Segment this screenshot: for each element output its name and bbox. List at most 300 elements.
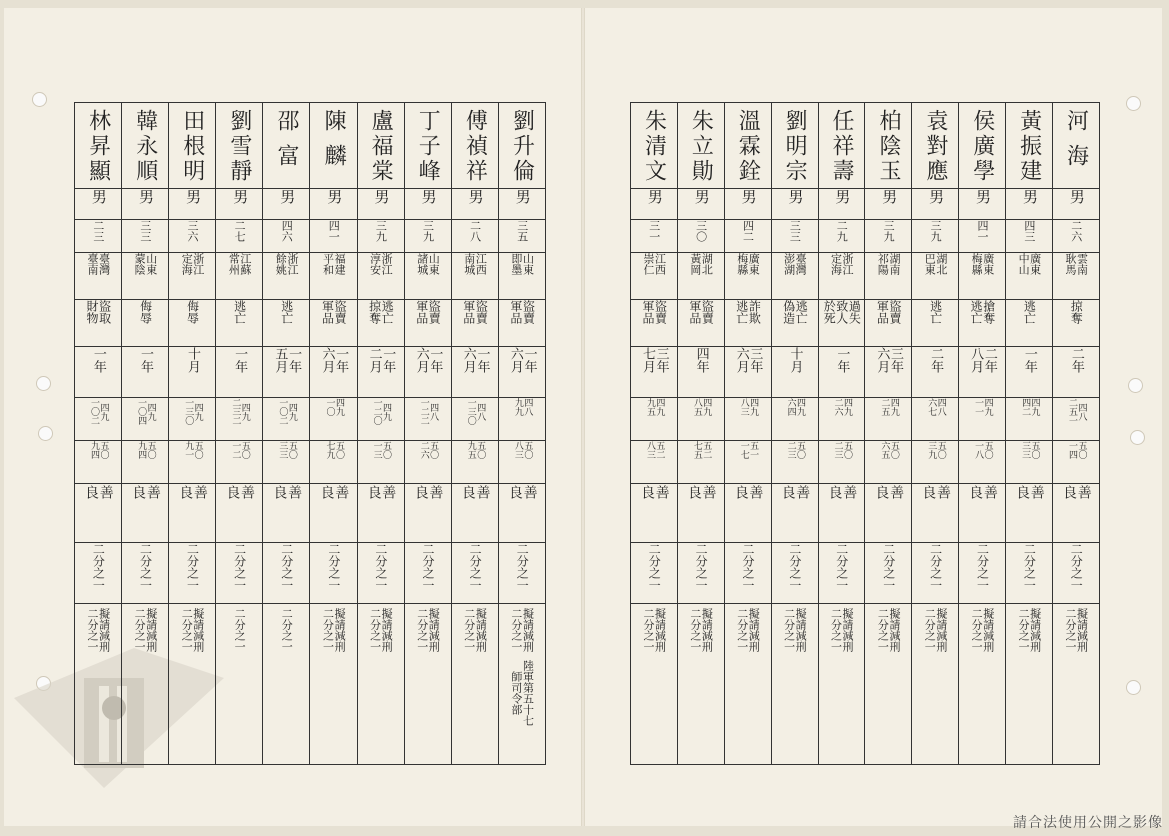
sex-text: 男 (466, 189, 485, 204)
sex-text: 男 (927, 189, 946, 204)
sex-text: 男 (184, 189, 203, 204)
note-text: 擬請減刑 二分之一 (509, 608, 535, 652)
cell-name (404, 103, 451, 189)
sex-text: 男 (372, 189, 391, 204)
binding-hole (1126, 96, 1141, 111)
note-text: 擬請減刑 二分之一 (321, 608, 347, 652)
cell-date1 (865, 398, 912, 441)
row-date2 (631, 441, 1100, 484)
sentence-text: 一年 (137, 347, 153, 373)
binding-hole (36, 376, 51, 391)
crime-text: 盜賣 軍品 (640, 300, 668, 324)
reduction-text: 二分之一 (468, 543, 483, 591)
cell-conduct (771, 484, 818, 543)
note-text: 擬請減刑 二分之一 (133, 608, 158, 652)
note-text: 擬請減刑 二分之一 (641, 608, 667, 652)
note-text: 擬請減刑 二分之一 (462, 608, 488, 652)
cell-note (771, 604, 818, 765)
cell-date1 (771, 398, 818, 441)
cell-date1 (1006, 398, 1053, 441)
cell-place (122, 253, 169, 300)
date1-text: 四九 一〇二 (277, 398, 297, 425)
crime-text: 逃亡 偽造 (781, 300, 809, 324)
cell-date1 (912, 398, 959, 441)
cell-place (1053, 253, 1100, 300)
cell-place (216, 253, 263, 300)
sex-text: 男 (513, 189, 532, 204)
cell-note (865, 604, 912, 765)
date2-text: 五〇 二三 (832, 441, 852, 459)
sentence-text: 一年 (834, 347, 850, 373)
place-text: 福建 平和 (321, 253, 347, 275)
cell-sex (263, 189, 310, 220)
cell-reduction (498, 543, 545, 604)
cell-sentence (216, 347, 263, 398)
name-text: 溫霖銓 (735, 109, 761, 184)
cell-conduct (263, 484, 310, 543)
cell-place (310, 253, 357, 300)
cell-crime (451, 300, 498, 347)
place-text: 山東 即墨 (509, 253, 535, 275)
cell-date1 (818, 398, 865, 441)
cell-age (631, 220, 678, 253)
cell-sentence (122, 347, 169, 398)
cell-age (724, 220, 771, 253)
date1-text: 四八 六七 (926, 398, 946, 416)
cell-conduct (631, 484, 678, 543)
age-text: 三九 (882, 220, 896, 242)
date2-text: 五〇 六五 (879, 441, 899, 459)
conduct-text: 善 良 (318, 485, 350, 499)
place-text: 湖北 黃岡 (688, 253, 714, 275)
conduct-text: 善 良 (967, 485, 998, 499)
date1-text: 四八 一三〇 (465, 398, 486, 425)
date2-text: 五〇 三三 (277, 441, 297, 459)
note-text: 擬請減刑 二分之一 (688, 608, 714, 652)
reduction-text: 二分之一 (1022, 543, 1037, 591)
cell-place (75, 253, 122, 300)
date1-text: 四九 四二 (1020, 398, 1040, 416)
reduction-text: 二分之一 (138, 543, 153, 591)
place-text: 浙江 淳安 (368, 253, 394, 275)
note-text: 擬請減刑 二分之一 (782, 608, 808, 652)
name-text: 陳 麟 (321, 109, 347, 169)
cell-place (724, 253, 771, 300)
place-text: 雲南 耿馬 (1064, 253, 1089, 275)
cell-crime (1006, 300, 1053, 347)
cell-name (216, 103, 263, 189)
crime-text: 掠奪 (1069, 300, 1084, 324)
cell-name (818, 103, 865, 189)
conduct-text: 善 良 (732, 485, 764, 499)
conduct-text: 善 良 (685, 485, 717, 499)
crime-text: 盜賣 軍品 (414, 300, 442, 324)
cell-conduct (724, 484, 771, 543)
age-text: 三三 (788, 220, 802, 242)
conduct-text: 善 良 (224, 485, 256, 499)
cell-age (912, 220, 959, 253)
reduction-text: 二分之一 (928, 543, 943, 591)
name-text: 傅禎祥 (462, 109, 488, 184)
row-conduct (631, 484, 1100, 543)
cell-date2 (771, 441, 818, 484)
cell-note (216, 604, 263, 765)
cell-date1 (724, 398, 771, 441)
cell-note (631, 604, 678, 765)
cell-note (1006, 604, 1053, 765)
cell-place (357, 253, 404, 300)
cell-reduction (216, 543, 263, 604)
row-crime (631, 300, 1100, 347)
cell-sex (865, 189, 912, 220)
cell-date2 (357, 441, 404, 484)
cell-crime (912, 300, 959, 347)
sentence-text: 二年 (1068, 347, 1084, 373)
conduct-text: 善 良 (779, 485, 811, 499)
crime-text: 逃亡 (928, 300, 943, 324)
place-text: 浙江 餘姚 (274, 253, 299, 275)
cell-date1 (404, 398, 451, 441)
cell-crime (498, 300, 545, 347)
date2-text: 五〇 一二 (230, 441, 250, 459)
row-date1 (75, 398, 546, 441)
name-text: 劉明宗 (782, 109, 808, 184)
row-age (75, 220, 546, 253)
cell-sentence (169, 347, 216, 398)
conduct-text: 善 良 (130, 485, 161, 499)
cell-age (404, 220, 451, 253)
cell-date1 (169, 398, 216, 441)
place-text: 山東 諸城 (415, 253, 441, 275)
row-conduct (75, 484, 546, 543)
sentence-text: 十月 (787, 347, 803, 373)
reduction-text: 二分之一 (421, 543, 435, 591)
place-text: 廣東 梅縣 (970, 253, 995, 275)
date2-text: 五〇 八三 (512, 441, 533, 459)
place-text: 浙江 定海 (829, 253, 855, 275)
cell-date1 (310, 398, 357, 441)
cell-name (451, 103, 498, 189)
cell-reduction (818, 543, 865, 604)
age-text: 三一 (647, 220, 661, 242)
cell-sex (1006, 189, 1053, 220)
cell-date2 (404, 441, 451, 484)
cell-conduct (404, 484, 451, 543)
name-text: 黃振建 (1016, 109, 1042, 184)
date1-text: 四九 八三 (738, 398, 759, 416)
cell-sex (771, 189, 818, 220)
cell-note (451, 604, 498, 765)
cell-conduct (122, 484, 169, 543)
cell-date1 (959, 398, 1006, 441)
row-place (631, 253, 1100, 300)
cell-reduction (677, 543, 724, 604)
cell-crime (169, 300, 216, 347)
cell-sentence (724, 347, 771, 398)
cell-date2 (865, 441, 912, 484)
crime-text: 侮辱 (138, 300, 153, 324)
age-text: 三九 (929, 220, 943, 242)
note-text: 擬請減刑 二分之一 (1017, 608, 1042, 652)
conduct-text: 善 良 (920, 485, 951, 499)
note-text: 擬請減刑 二分之一 (415, 608, 441, 652)
cell-date2 (818, 441, 865, 484)
cell-name (263, 103, 310, 189)
cell-sex (310, 189, 357, 220)
date1-text: 四九 一一 (973, 398, 993, 416)
cell-sentence (310, 347, 357, 398)
cell-age (122, 220, 169, 253)
age-text: 三九 (421, 220, 435, 242)
cell-place (912, 253, 959, 300)
sex-text: 男 (833, 189, 852, 204)
name-text: 任祥壽 (829, 109, 855, 184)
cell-place (404, 253, 451, 300)
age-text: 二七 (233, 220, 247, 242)
cell-sex (122, 189, 169, 220)
age-text: 三三 (138, 220, 152, 242)
sentence-text: 一年 (90, 347, 106, 373)
crime-text: 過失 致人 於死 (822, 300, 862, 324)
place-text: 江西 崇仁 (641, 253, 667, 275)
cell-sentence (1053, 347, 1100, 398)
crime-text: 逃亡 (279, 300, 294, 324)
sex-text: 男 (137, 189, 156, 204)
binding-hole (1126, 680, 1141, 695)
cell-conduct (216, 484, 263, 543)
cell-sex (498, 189, 545, 220)
cell-sentence (677, 347, 724, 398)
date1-text: 四九 六四 (785, 398, 806, 416)
name-text: 韓永順 (132, 109, 158, 184)
cell-date2 (631, 441, 678, 484)
note-text: 擬請減刑 二分之一 (876, 608, 901, 652)
cell-name (498, 103, 545, 189)
cell-age (310, 220, 357, 253)
date2-text: 五〇 一八 (973, 441, 993, 459)
place-text: 湖北 巴東 (923, 253, 948, 275)
row-sentence (75, 347, 546, 398)
name-text: 袁對應 (922, 109, 948, 184)
cell-conduct (912, 484, 959, 543)
date2-text: 五〇 一四 (1067, 441, 1087, 459)
cell-name (771, 103, 818, 189)
cell-age (498, 220, 545, 253)
place-text: 浙江 定海 (180, 253, 205, 275)
age-text: 二八 (468, 220, 482, 242)
sentence-text: 一年 五月 (272, 347, 302, 373)
name-text: 盧福棠 (368, 109, 394, 184)
date2-text: 五二 七五 (691, 441, 712, 459)
cell-date2 (498, 441, 545, 484)
cell-crime (959, 300, 1006, 347)
cell-reduction (75, 543, 122, 604)
date1-text: 四九 一〇四 (136, 398, 156, 425)
right-register-table (630, 102, 1100, 765)
cell-reduction (357, 543, 404, 604)
cell-date1 (216, 398, 263, 441)
cell-name (75, 103, 122, 189)
cell-date1 (75, 398, 122, 441)
note-text: 擬請減刑 二分之一 (86, 608, 111, 652)
cell-date2 (912, 441, 959, 484)
cell-crime (771, 300, 818, 347)
row-sentence (631, 347, 1100, 398)
conduct-text: 善 良 (638, 485, 670, 499)
crime-text: 盜賣 軍品 (875, 300, 902, 324)
age-text: 三九 (374, 220, 388, 242)
cell-reduction (631, 543, 678, 604)
cell-crime (263, 300, 310, 347)
name-text: 朱清文 (641, 109, 667, 184)
note-text: 擬請減刑 二分之一 (735, 608, 761, 652)
reduction-text: 二分之一 (881, 543, 896, 591)
cell-name (912, 103, 959, 189)
sentence-text: 一年 六月 (507, 347, 537, 373)
reduction-text: 二分之一 (326, 543, 341, 591)
note-text: 擬請減刑 二分之一 (1064, 608, 1089, 652)
cell-reduction (263, 543, 310, 604)
place-text: 廣東 梅縣 (735, 253, 761, 275)
name-text: 朱立勛 (688, 109, 714, 184)
sex-text: 男 (974, 189, 993, 204)
binding-hole (1128, 378, 1143, 393)
cell-sentence (1006, 347, 1053, 398)
cell-reduction (169, 543, 216, 604)
reduction-text: 二分之一 (694, 543, 709, 591)
cell-name (310, 103, 357, 189)
cell-date2 (169, 441, 216, 484)
date2-text: 五〇 二六 (418, 441, 439, 459)
cell-sex (75, 189, 122, 220)
row-sex (631, 189, 1100, 220)
date1-text: 四八 一二二 (418, 398, 439, 425)
cell-date1 (357, 398, 404, 441)
cell-age (818, 220, 865, 253)
cell-age (216, 220, 263, 253)
row-date1 (631, 398, 1100, 441)
sentence-text: 二年 八月 (968, 347, 997, 373)
sex-text: 男 (325, 189, 344, 204)
cell-date2 (1006, 441, 1053, 484)
cell-sex (818, 189, 865, 220)
note-text: 擬請減刑 二分之一 (970, 608, 995, 652)
sentence-text: 三年 六月 (874, 347, 904, 373)
binding-hole (32, 92, 47, 107)
cell-crime (216, 300, 263, 347)
row-name (631, 103, 1100, 189)
date2-text: 五〇 九四 (136, 441, 156, 459)
cell-reduction (1053, 543, 1100, 604)
cell-place (631, 253, 678, 300)
cell-reduction (771, 543, 818, 604)
sex-text: 男 (880, 189, 899, 204)
conduct-text: 善 良 (177, 485, 208, 499)
conduct-text: 善 良 (506, 485, 538, 499)
sentence-text: 一年 六月 (413, 347, 443, 373)
reduction-text: 二分之一 (373, 543, 388, 591)
conduct-text: 善 良 (412, 485, 444, 499)
row-reduction (75, 543, 546, 604)
cell-conduct (357, 484, 404, 543)
crime-text: 詐欺 逃亡 (734, 300, 762, 324)
cell-date2 (122, 441, 169, 484)
date2-text: 五〇 一三 (371, 441, 392, 459)
cell-age (75, 220, 122, 253)
cell-age (771, 220, 818, 253)
cell-conduct (818, 484, 865, 543)
conduct-text: 善 良 (1061, 485, 1092, 499)
cell-sex (1053, 189, 1100, 220)
cell-date1 (263, 398, 310, 441)
cell-conduct (75, 484, 122, 543)
cell-sex (216, 189, 263, 220)
sex-text: 男 (645, 189, 664, 204)
sex-text: 男 (739, 189, 758, 204)
date1-text: 四九 二六 (832, 398, 852, 416)
row-note (75, 604, 546, 765)
cell-note (677, 604, 724, 765)
cell-sentence (959, 347, 1006, 398)
reduction-text: 二分之一 (279, 543, 294, 591)
binding-hole (1130, 430, 1145, 445)
reduction-text: 二分之一 (787, 543, 802, 591)
reduction-text: 二分之一 (91, 543, 106, 591)
sentence-text: 一年 六月 (319, 347, 349, 373)
cell-crime (75, 300, 122, 347)
date1-text: 四八 二五一 (1067, 398, 1087, 425)
cell-sentence (912, 347, 959, 398)
cell-date2 (451, 441, 498, 484)
date2-text: 五〇 三三 (1020, 441, 1040, 459)
cell-name (169, 103, 216, 189)
cell-sex (959, 189, 1006, 220)
cell-conduct (498, 484, 545, 543)
cell-place (169, 253, 216, 300)
cell-place (1006, 253, 1053, 300)
cell-conduct (865, 484, 912, 543)
place-text: 山東 蒙陰 (133, 253, 158, 275)
conduct-text: 善 良 (365, 485, 397, 499)
sentence-text: 四年 (693, 347, 709, 373)
cell-reduction (959, 543, 1006, 604)
conduct-text: 善 良 (873, 485, 905, 499)
crime-text: 盜賣 軍品 (320, 300, 348, 324)
cell-name (1006, 103, 1053, 189)
page-fold (581, 8, 585, 826)
cell-date2 (677, 441, 724, 484)
place-text: 江西 南城 (462, 253, 488, 275)
cell-note (1053, 604, 1100, 765)
date2-text: 五〇 二三 (785, 441, 806, 459)
reduction-text: 二分之一 (1069, 543, 1084, 591)
cell-sentence (818, 347, 865, 398)
cell-place (865, 253, 912, 300)
crime-text: 逃亡 (1022, 300, 1037, 324)
reduction-text: 二分之一 (741, 543, 756, 591)
cell-place (818, 253, 865, 300)
note-text: 擬請減刑 二分之一 (368, 608, 394, 652)
date2-text: 五〇 九四 (89, 441, 109, 459)
name-text: 邵 富 (273, 109, 299, 169)
cell-reduction (310, 543, 357, 604)
cell-date2 (75, 441, 122, 484)
unit-note: 陸軍第五十七 師司令部 (509, 660, 535, 726)
cell-note (404, 604, 451, 765)
cell-age (959, 220, 1006, 253)
reduction-text: 二分之一 (185, 543, 200, 591)
cell-sentence (865, 347, 912, 398)
